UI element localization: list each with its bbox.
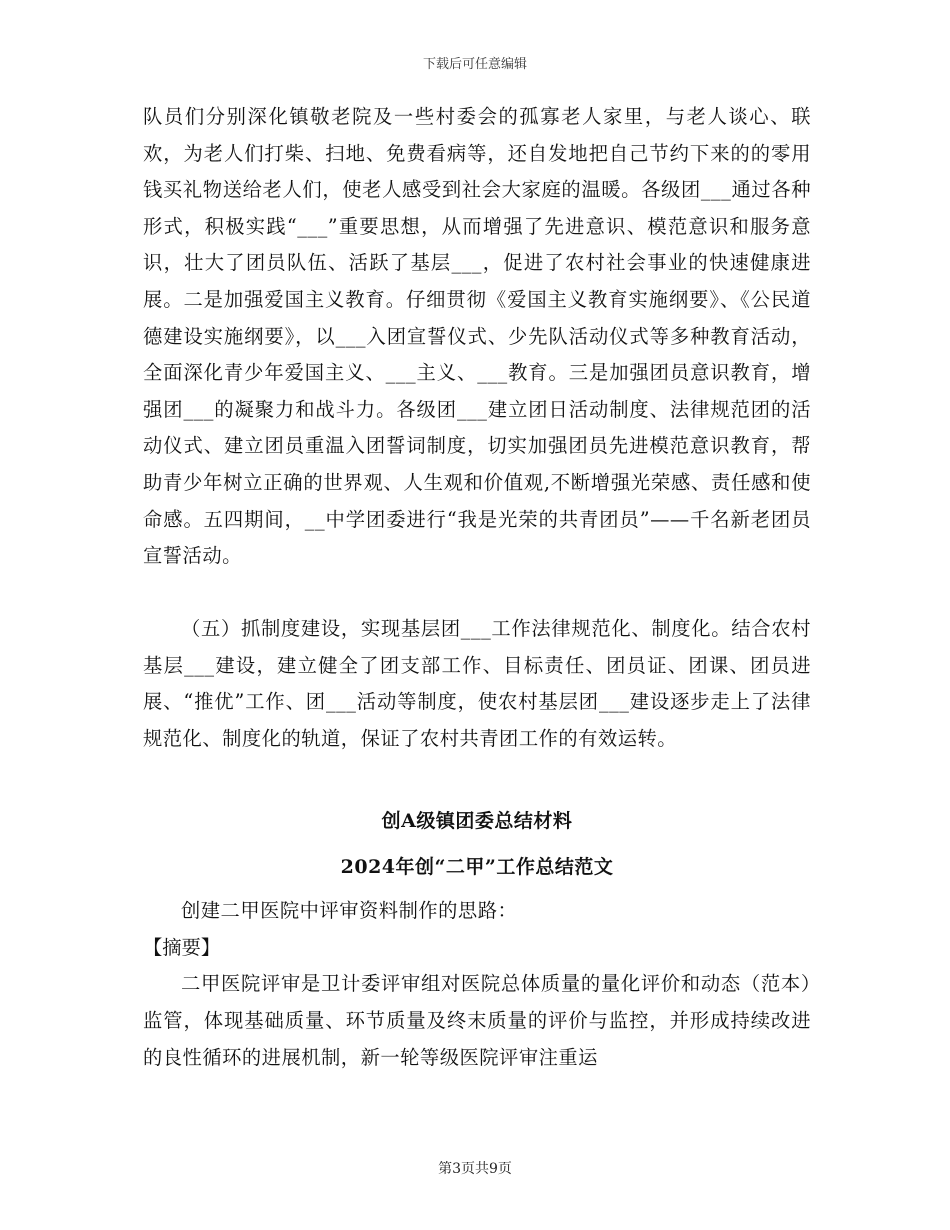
body-paragraph-1: 队员们分别深化镇敬老院及一些村委会的孤寡老人家里，与老人谈心、联欢，为老人们打柴、扫地、免费看病等，还自发地把自己节约下来的的零用钱买礼物送给老人们，使老人感受到社会大家庭的温暖。各级团___通过各种形式，积极实践“___”重要思想，从而增强了先进意识、模范意识和服务意识，壮大了团员队伍、活跃了基层___，促进了农村社会事业的快速健康进展。二是加强爱国主义教育。仔细贯彻《爱国主义教育实施纲要》、《公民道德建设实施纲要》，以___入团宣誓仪式、少先队活动仪式等多种教育活动，全面深化青少年爱国主义、___主义、___教育。三是加强团员意识教育，增强团___的凝聚力和战斗力。各级团___建立团日活动制度、法律规范团的活动仪式、建立团员重温入团誓词制度，切实加强团员先进模范意识教育，帮助青少年树立正确的世界观、人生观和价值观,不断增强光荣感、责任感和使命感。五四期间，__中学团委进行“我是光荣的共青团员”——千名新老团员宣誓活动。 — [143, 105, 811, 568]
section-heading-1: 创A级镇团委总结材料 — [381, 810, 573, 832]
abstract-label: 【摘要】 — [143, 935, 221, 959]
body-paragraph-3: 创建二甲医院中评审资料制作的思路： — [181, 899, 518, 923]
body-paragraph-2: （五）抓制度建设，实现基层团___工作法律规范化、制度化。结合农村基层___建设，建立健全了团支部工作、目标责任、团员证、团课、团员进展、“推优”工作、团___活动等制度，使农村基层团___建设逐步走上了法律规范化、制度化的轨道，保证了农村共青团工作的有效运转。 — [143, 617, 811, 750]
document-body — [143, 99, 811, 1076]
page-footer: 第3页共9页 — [438, 1161, 512, 1177]
body-paragraph-4: 二甲医院评审是卫计委评审组对医院总体质量的量化评价和动态（范本）监管，体现基础质量、环节质量及终末质量的评价与监控，并形成持续改进的良性循环的进展机制，新一轮等级医院评审注重运 — [143, 972, 811, 1069]
page-header: 下载后可任意编辑 — [422, 57, 527, 72]
section-heading-2: 2024年创“二甲”工作总结范文 — [340, 855, 614, 878]
